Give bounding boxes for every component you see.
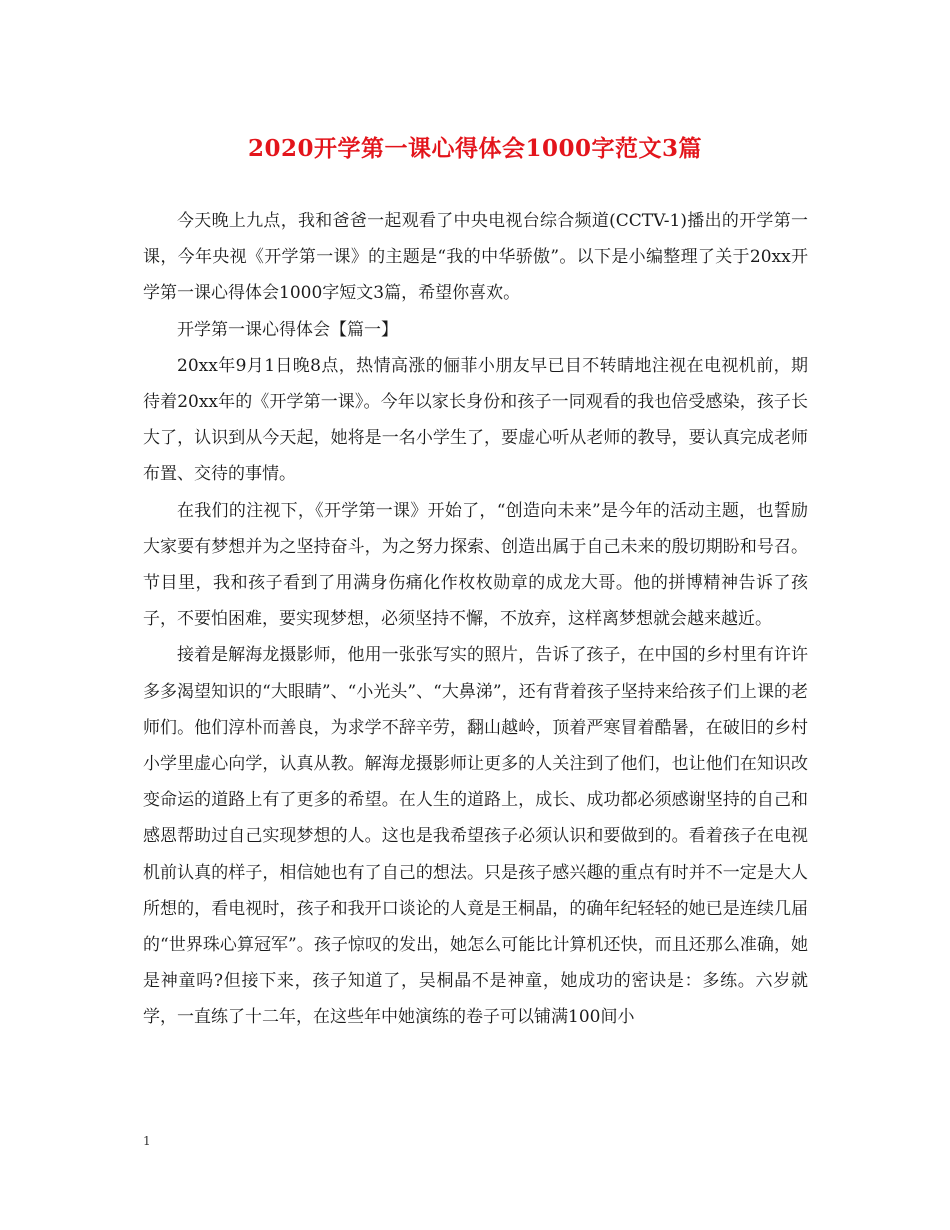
paragraph: 在我们的注视下，《开学第一课》开始了，“创造向未来”是今年的活动主题，也誓励大家要有梦想并为之坚持奋斗，为之努力探索、创造出属于自己未来的殷切期盼和号召。节目里，我和孩子看到了用满身伤痛化作枚枚勋章的成龙大哥。他的拼博精神告诉了孩子，不要怕困难，要实现梦想，必须坚持不懈，不放弃，这样离梦想就会越来越近。	[143, 500, 808, 630]
document-title: 2020开学第一课心得体会1000字范文3篇	[247, 135, 703, 162]
paragraph: 接着是解海龙摄影师，他用一张张写实的照片，告诉了孩子，在中国的乡村里有许许多多渴望知识的“大眼睛”、“小光头”、“大鼻涕”，还有背着孩子坚持来给孩子们上课的老师们。他们淳朴而善良，为求学不辞辛劳，翻山越岭，顶着严寒冒着酷暑，在破旧的乡村小学里虚心向学，认真从教。解海龙摄影师让更多的人关注到了他们，也让他们在知识改变命运的道路上有了更多的希望。在人生的道路上，成长、成功都必须感谢坚持的自己和感恩帮助过自己实现梦想的人。这也是我希望孩子必须认识和要做到的。看着孩子在电视机前认真的样子，相信她也有了自己的想法。只是孩子感兴趣的重点有时并不一定是大人所想的，看电视时，孩子和我开口谈论的人竟是王桐晶，的确年纪轻轻的她已是连续几届的“世界珠心算冠军”。孩子惊叹的发出，她怎么可能比计算机还快，而且还那么准确，她是神童吗?但接下来，孩子知道了，吴桐晶不是神童，她成功的密诀是：多练。六岁就学，一直练了十二年，在这些年中她演练的卷子可以铺满100间小	[143, 645, 808, 1028]
section-heading: 开学第一课心得体会【篇一】	[177, 319, 398, 340]
paragraph: 20xx年9月1日晚8点，热情高涨的俪菲小朋友早已目不转睛地注视在电视机前，期待着20xx年的《开学第一课》。今年以家长身份和孩子一同观看的我也倍受感染，孩子长大了，认识到从今天起，她将是一名小学生了，要虚心听从老师的教导，要认真完成老师布置、交待的事情。	[143, 355, 808, 485]
page-number: 1	[143, 1134, 151, 1148]
document-body	[143, 203, 808, 1036]
paragraph-intro: 今天晚上九点，我和爸爸一起观看了中央电视台综合频道(CCTV-1)播出的开学第一课，今年央视《开学第一课》的主题是“我的中华骄傲”。以下是小编整理了关于20xx开学第一课心得体会1000字短文3篇，希望你喜欢。	[143, 211, 808, 304]
